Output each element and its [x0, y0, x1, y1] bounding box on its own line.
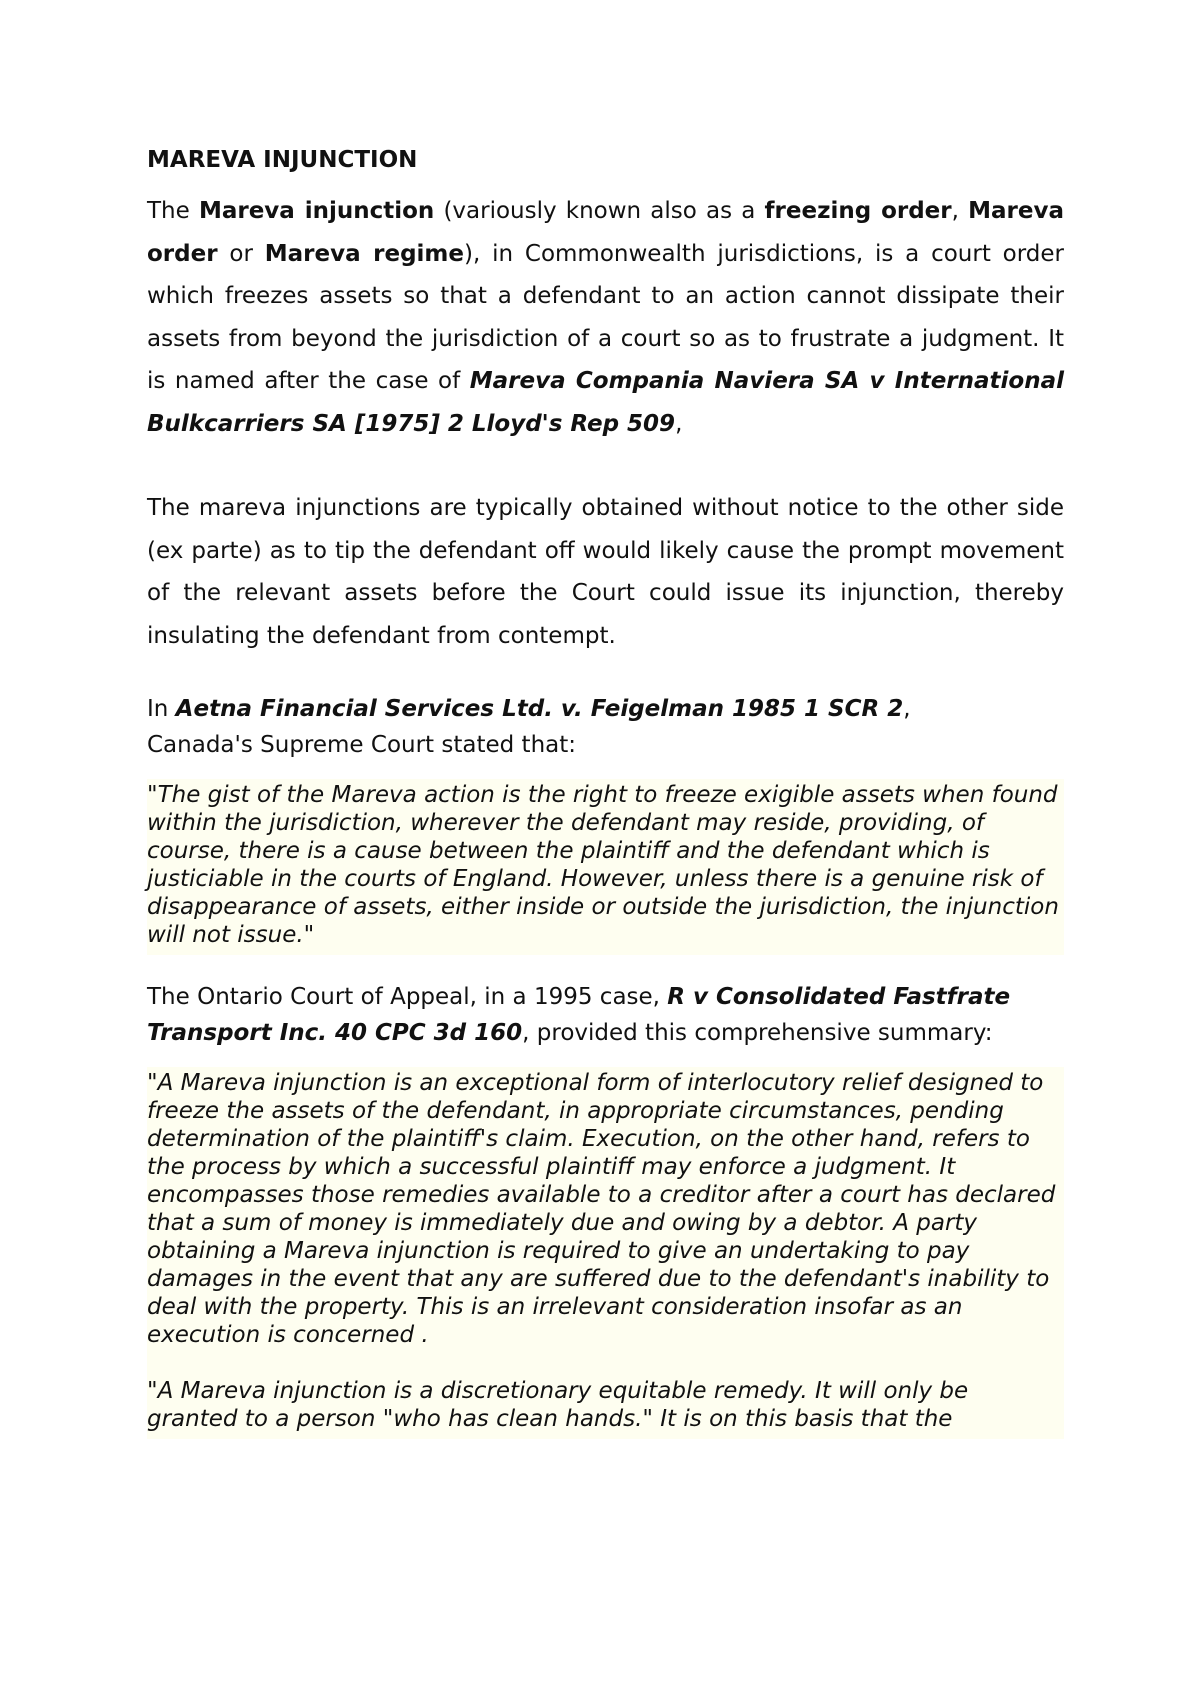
text: Canada's Supreme Court stated that: — [147, 732, 577, 758]
aetna-paragraph — [147, 691, 1064, 763]
ex-parte-paragraph: The mareva injunctions are typically obtained without notice to the other side (ex parte) as to tip the defendant off would likely cause the prompt movement of the relevant assets before the Court could issue its injunction, thereby insulating the defendant from contempt. — [147, 495, 1064, 649]
text: , — [951, 198, 969, 224]
text: (variously known also as a — [434, 198, 765, 224]
case-citation-fastfrate: R v Consolidated Fastfrate Transport Inc. 40 CPC 3d 160 — [147, 984, 1011, 1046]
ontario-paragraph — [147, 979, 1064, 1051]
quote-text: "A Mareva injunction is a discretionary equitable remedy. It will only be granted to a person "who has clean hands." It is on this basis that the — [147, 1378, 969, 1432]
term-mareva-regime: Mareva regime — [264, 240, 464, 267]
case-citation-mareva: Mareva Compania Naviera SA v International Bulkcarriers SA [1975] 2 Lloyd's Rep 509 — [147, 368, 1065, 437]
quote-text: "A Mareva injunction is an exceptional form of interlocutory relief designed to freeze the assets of the defendant, in appropriate circumstances, pending determination of the plaintiff's claim. Execution, on the other hand, refers to the process by which a successful plaintiff may enforce a judgment. It encompasses those remedies available to a creditor after a court has declared that a sum of money is immediately due and owing by a debtor. A party obtaining a Mareva injunction is required to give an undertaking to pay damages in the event that any are suffered due to the defendant's inability to deal with the property. This is an irrelevant consideration insofar as an execution is concerned . — [147, 1070, 1056, 1348]
quote-text: "The gist of the Mareva action is the right to freeze exigible assets when found within the jurisdiction, wherever the defendant may reside, providing, of course, there is a cause between the plaintiff and the defendant which is justiciable in the courts of England. However, unless there is a genuine risk of disappearance of assets, either inside or outside the jurisdiction, the injunction will not issue." — [147, 782, 1059, 948]
term-freezing-order: freezing order — [764, 198, 952, 224]
term-mareva-injunction: Mareva injunction — [198, 198, 435, 224]
quote-block-fastfrate — [147, 1067, 1064, 1439]
quote-block-aetna — [147, 779, 1064, 955]
text: , provided this comprehensive summary: — [522, 1020, 993, 1046]
text: , — [903, 696, 911, 722]
text: ), in Commonwealth jurisdictions, is a court order which freezes assets so that a defendant to an action cannot dissipate their assets from beyond the jurisdiction of a court so as to frustrate a judgment. It is named after the case of — [147, 240, 1064, 394]
text: The Ontario Court of Appeal, in a 1995 case, — [147, 984, 668, 1010]
text: , — [675, 410, 683, 437]
text: or — [217, 240, 265, 267]
document-title: MAREVA INJUNCTION — [147, 147, 418, 173]
document-body — [147, 140, 1064, 1439]
case-citation-aetna: Aetna Financial Services Ltd. v. Feigelman 1985 1 SCR 2 — [175, 696, 904, 722]
text: The — [147, 198, 199, 224]
text: In — [147, 696, 176, 722]
term-mareva-order: Mareva order — [147, 198, 1064, 267]
intro-paragraph — [147, 190, 1064, 445]
